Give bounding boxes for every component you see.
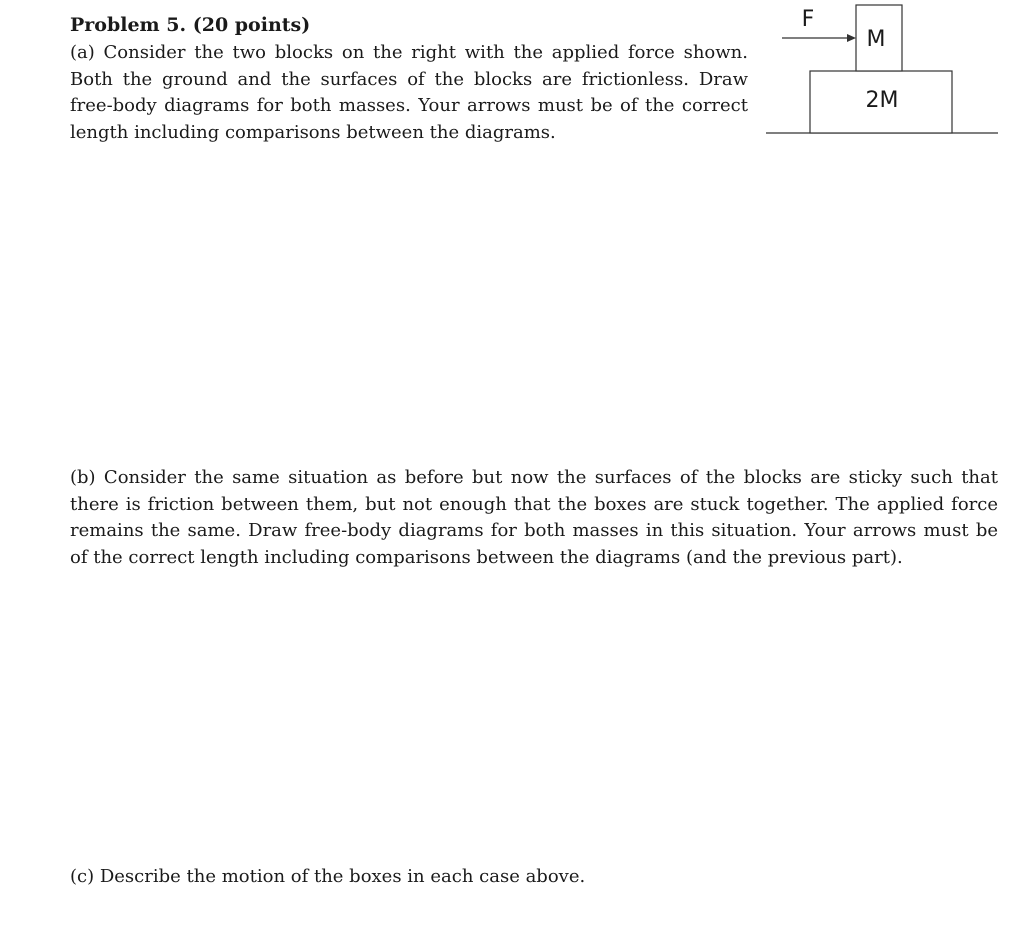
force-arrow-head (847, 34, 856, 42)
force-label: F (801, 7, 815, 32)
part-c-text: (c) Describe the motion of the boxes in each case above. (70, 866, 586, 887)
part-a-text: (a) Consider the two blocks on the right with the applied force shown. Both the ground and the surfaces of the blocks are frictionless. Draw free-body diagrams for both masses. Your arrows must be of the correct length including comparisons between the diagrams. (70, 42, 748, 143)
top-block-label: M (866, 27, 886, 52)
blocks-diagram (0, 0, 1024, 150)
bottom-block-label: 2M (865, 88, 899, 113)
part-b-text: (b) Consider the same situation as before but now the surfaces of the blocks are sticky such that there is friction between them, but not enough that the boxes are stuck together. The applied force remains the same. Draw free-body diagrams for both masses in this situation. Your arrows must be of the correct length including comparisons between the diagrams (and the previous part). (70, 467, 998, 568)
problem-heading: Problem 5. (20 points) (70, 14, 311, 36)
